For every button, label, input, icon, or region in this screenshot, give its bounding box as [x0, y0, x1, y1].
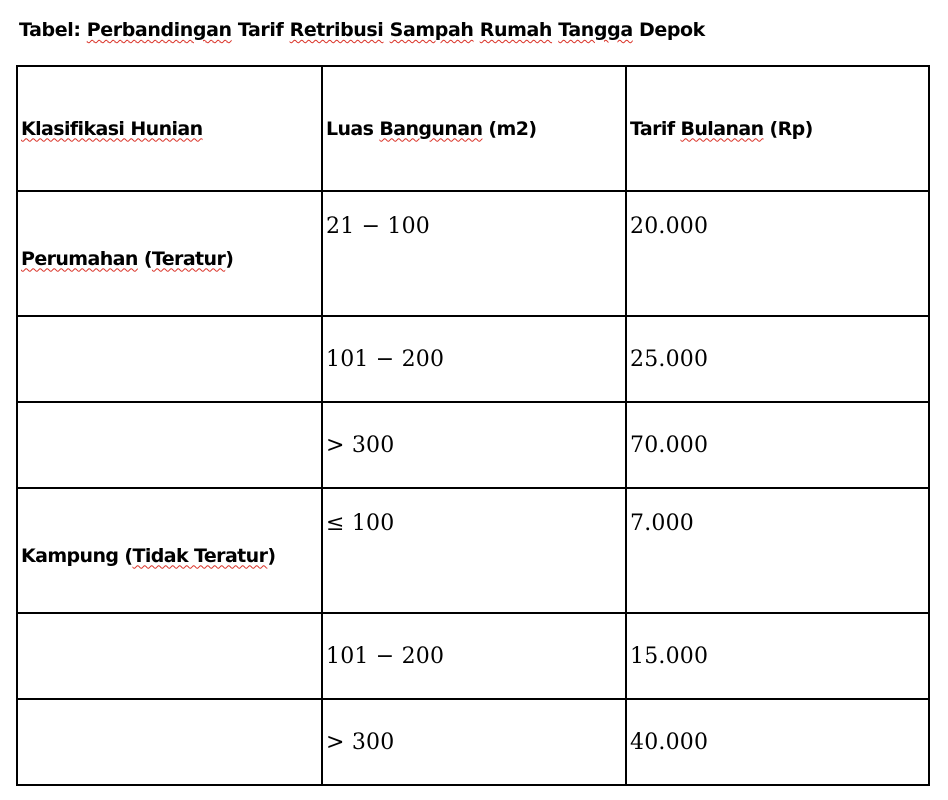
header-tarif-prefix: Tarif	[630, 117, 681, 140]
title-lead: Tabel:	[19, 19, 87, 41]
title-word-rumah: Rumah	[479, 19, 553, 41]
class-open: (	[137, 247, 152, 270]
cell-klasifikasi-empty	[17, 402, 322, 488]
class-close: )	[267, 544, 276, 567]
header-luas-prefix: Luas	[326, 117, 380, 140]
class-main: Kampung	[21, 544, 119, 567]
cell-tarif: 20.000	[626, 191, 929, 316]
cell-tarif: 25.000	[626, 316, 929, 402]
cell-luas: ≤ 100	[322, 488, 626, 613]
header-tarif-suffix: (Rp)	[763, 117, 813, 140]
cell-luas: 21 − 100	[322, 191, 626, 316]
document-title	[19, 19, 705, 41]
title-word-sampah: Sampah	[389, 19, 474, 41]
header-luas-suffix: (m2)	[482, 117, 537, 140]
table-row	[17, 613, 929, 699]
cell-klasifikasi	[17, 488, 322, 613]
cell-klasifikasi-empty	[17, 699, 322, 785]
class-word: Teratur	[151, 247, 226, 270]
cell-luas: > 300	[322, 402, 626, 488]
cell-luas: 101 − 200	[322, 613, 626, 699]
table-header-row	[17, 66, 929, 191]
table-row	[17, 488, 929, 613]
header-cell-luas	[322, 66, 626, 191]
table-row	[17, 316, 929, 402]
title-word-retribusi: Retribusi	[289, 19, 384, 41]
class-close: )	[225, 247, 234, 270]
table-row	[17, 402, 929, 488]
cell-klasifikasi-empty	[17, 613, 322, 699]
cell-luas: > 300	[322, 699, 626, 785]
tariff-table	[16, 65, 930, 786]
cell-luas: 101 − 200	[322, 316, 626, 402]
class-word: Tidak Teratur	[132, 544, 268, 567]
header-tarif-word: Bulanan	[680, 117, 764, 140]
cell-tarif: 7.000	[626, 488, 929, 613]
header-klasifikasi-label: Klasifikasi Hunian	[21, 117, 203, 140]
cell-klasifikasi	[17, 191, 322, 316]
title-word-tarif: Tarif	[231, 19, 290, 41]
cell-tarif: 40.000	[626, 699, 929, 785]
title-word-tangga: Tangga	[558, 19, 633, 41]
class-open: (	[118, 544, 133, 567]
header-luas-word: Bangunan	[379, 117, 483, 140]
class-main: Perumahan	[21, 247, 138, 270]
header-cell-klasifikasi	[17, 66, 322, 191]
table-row	[17, 699, 929, 785]
table-row	[17, 191, 929, 316]
cell-tarif: 15.000	[626, 613, 929, 699]
header-cell-tarif	[626, 66, 929, 191]
cell-klasifikasi-empty	[17, 316, 322, 402]
title-word-depok: Depok	[632, 19, 705, 41]
title-word-perbandingan: Perbandingan	[86, 19, 232, 41]
cell-tarif: 70.000	[626, 402, 929, 488]
